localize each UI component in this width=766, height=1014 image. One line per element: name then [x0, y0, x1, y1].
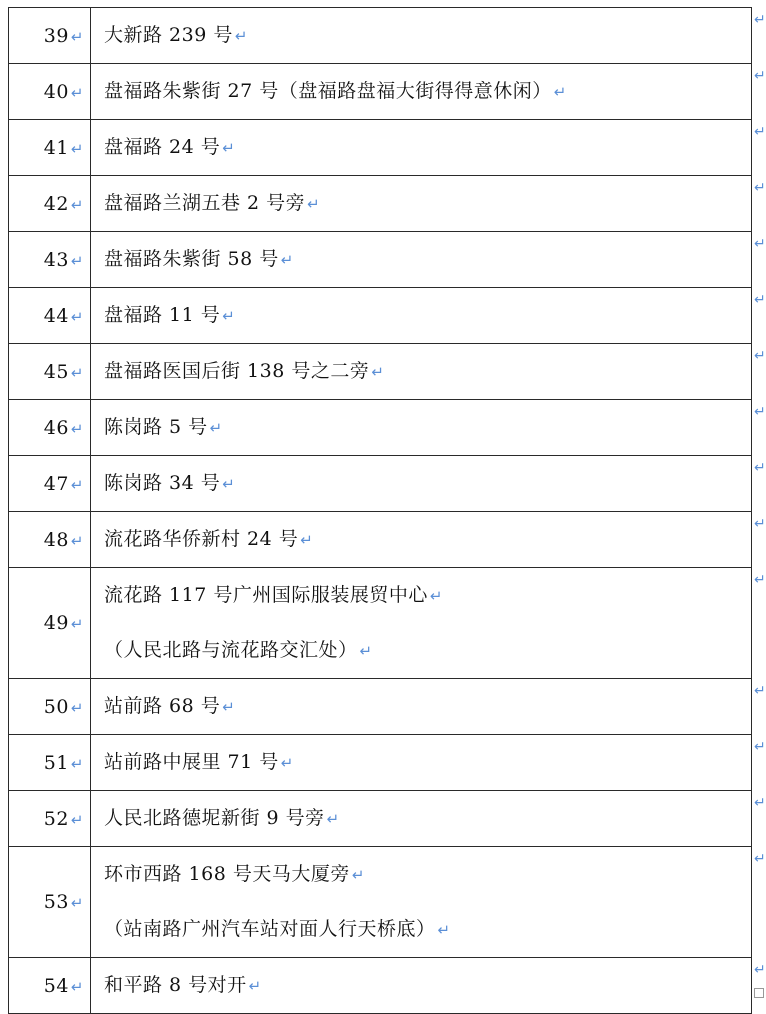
- paragraph-mark-icon: ↵: [371, 363, 385, 381]
- address-line: [104, 791, 751, 846]
- address-text: 站前路中展里 71 号: [104, 751, 279, 773]
- paragraph-mark-icon: ↵: [222, 698, 236, 716]
- address-line: [104, 847, 751, 902]
- row-end-mark-icon: ↵: [754, 347, 766, 364]
- row-number-cell: [9, 64, 91, 120]
- paragraph-mark-icon: ↵: [222, 475, 236, 493]
- address-cell: [91, 232, 752, 288]
- address-text: （人民北路与流花路交汇处）: [104, 639, 358, 661]
- paragraph-mark-icon: ↵: [222, 139, 236, 157]
- row-number-cell: [9, 679, 91, 735]
- row-number-cell: [9, 568, 91, 679]
- address-text: 盘福路兰湖五巷 2 号旁: [104, 192, 306, 214]
- address-line: [104, 64, 751, 119]
- row-end-mark-icon: ↵: [754, 515, 766, 532]
- paragraph-mark-icon: ↵: [222, 307, 236, 325]
- row-number-cell: [9, 456, 91, 512]
- row-number: 43: [43, 248, 69, 271]
- table-row: [9, 232, 752, 288]
- paragraph-mark-icon: ↵: [70, 475, 84, 494]
- address-text: 流花路华侨新村 24 号: [104, 528, 299, 550]
- paragraph-mark-icon: ↵: [351, 866, 365, 884]
- paragraph-mark-icon: ↵: [429, 587, 443, 605]
- address-text: 陈岗路 34 号: [104, 472, 221, 494]
- row-number: 52: [43, 807, 69, 830]
- paragraph-mark-icon: ↵: [70, 139, 84, 158]
- table-row: [9, 176, 752, 232]
- row-end-mark-icon: ↵: [754, 11, 766, 28]
- table-row: [9, 64, 752, 120]
- paragraph-mark-icon: ↵: [280, 754, 294, 772]
- address-text: 盘福路 11 号: [104, 304, 221, 326]
- address-cell: [91, 176, 752, 232]
- row-number-cell: [9, 232, 91, 288]
- row-number: 46: [43, 416, 69, 439]
- address-text: 盘福路朱紫街 27 号（盘福路盘福大街得得意休闲）: [104, 80, 552, 102]
- paragraph-mark-icon: ↵: [70, 615, 84, 633]
- address-line: [104, 288, 751, 343]
- row-number-cell: [9, 400, 91, 456]
- table-row: [9, 679, 752, 735]
- address-cell: [91, 735, 752, 791]
- paragraph-mark-icon: ↵: [280, 251, 294, 269]
- address-table-body: [9, 8, 752, 1014]
- address-cell: [91, 288, 752, 344]
- address-cell: [91, 791, 752, 847]
- paragraph-mark-icon: ↵: [234, 27, 248, 45]
- paragraph-mark-icon: ↵: [300, 531, 314, 549]
- row-number: 45: [43, 360, 69, 383]
- row-number-cell: [9, 288, 91, 344]
- table-row: [9, 8, 752, 64]
- table-row: [9, 568, 752, 679]
- paragraph-mark-icon: ↵: [307, 195, 321, 213]
- address-text: 盘福路 24 号: [104, 136, 221, 158]
- address-text: 大新路 239 号: [104, 24, 233, 46]
- address-line: [104, 456, 751, 511]
- row-end-mark-icon: ↵: [754, 682, 766, 699]
- row-number: 40: [43, 80, 69, 103]
- row-number: 54: [43, 974, 69, 997]
- paragraph-mark-icon: ↵: [326, 810, 340, 828]
- row-number: 47: [43, 472, 69, 495]
- address-cell: [91, 8, 752, 64]
- address-cell: [91, 64, 752, 120]
- address-text: 环市西路 168 号天马大厦旁: [104, 863, 350, 885]
- row-end-mark-icon: ↵: [754, 123, 766, 140]
- row-number: 51: [43, 751, 69, 774]
- row-number: 39: [43, 24, 69, 47]
- table-row: [9, 344, 752, 400]
- row-number-cell: [9, 512, 91, 568]
- row-number: 49: [43, 612, 69, 634]
- row-end-mark-icon: ↵: [754, 403, 766, 420]
- address-cell: [91, 344, 752, 400]
- paragraph-mark-icon: ↵: [70, 531, 84, 550]
- address-line: [104, 400, 751, 455]
- address-line: [104, 120, 751, 175]
- row-number-cell: [9, 344, 91, 400]
- address-text: 盘福路医国后街 138 号之二旁: [104, 360, 370, 382]
- paragraph-mark-icon: ↵: [70, 307, 84, 326]
- row-end-mark-icon: ↵: [754, 459, 766, 476]
- table-row: [9, 400, 752, 456]
- table-row: [9, 288, 752, 344]
- address-cell: [91, 958, 752, 1014]
- address-text: 流花路 117 号广州国际服装展贸中心: [104, 584, 428, 606]
- address-cell: [91, 679, 752, 735]
- address-text: 站前路 68 号: [104, 695, 221, 717]
- row-end-mark-icon: ↵: [754, 571, 766, 588]
- table-row: [9, 847, 752, 958]
- row-number: 48: [43, 528, 69, 551]
- row-end-mark-icon: ↵: [754, 794, 766, 811]
- paragraph-mark-icon: ↵: [70, 698, 84, 717]
- address-line: [104, 344, 751, 399]
- paragraph-mark-icon: ↵: [70, 195, 84, 214]
- paragraph-mark-icon: ↵: [70, 27, 84, 46]
- address-cell: [91, 400, 752, 456]
- row-number-cell: [9, 735, 91, 791]
- row-number-cell: [9, 791, 91, 847]
- paragraph-mark-icon: ↵: [70, 754, 84, 773]
- table-row: [9, 958, 752, 1014]
- row-number: 41: [43, 136, 69, 159]
- row-number: 44: [43, 304, 69, 327]
- table-row: [9, 791, 752, 847]
- row-end-mark-icon: ↵: [754, 850, 766, 867]
- address-line: [104, 8, 751, 63]
- paragraph-mark-icon: ↵: [70, 419, 84, 438]
- row-number-cell: [9, 958, 91, 1014]
- address-cell: [91, 120, 752, 176]
- row-end-mark-icon: ↵: [754, 961, 766, 978]
- address-line: [104, 512, 751, 567]
- row-number-cell: [9, 176, 91, 232]
- paragraph-mark-icon: ↵: [359, 642, 373, 660]
- address-text: 和平路 8 号对开: [104, 974, 247, 996]
- address-cell: [91, 512, 752, 568]
- address-text: 盘福路朱紫街 58 号: [104, 248, 279, 270]
- row-end-mark-icon: ↵: [754, 235, 766, 252]
- paragraph-mark-icon: ↵: [70, 894, 84, 912]
- paragraph-mark-icon: ↵: [437, 921, 451, 939]
- address-line: [104, 623, 751, 678]
- table-row: [9, 512, 752, 568]
- address-line: [104, 176, 751, 231]
- address-line: [104, 232, 751, 287]
- page-corner-mark: [754, 988, 764, 998]
- address-line: [104, 902, 751, 957]
- row-number-cell: [9, 120, 91, 176]
- row-number-cell: [9, 847, 91, 958]
- address-cell: [91, 568, 752, 679]
- address-text: （站南路广州汽车站对面人行天桥底）: [104, 918, 436, 940]
- address-cell: [91, 847, 752, 958]
- paragraph-mark-icon: ↵: [248, 977, 262, 995]
- address-table: [8, 7, 752, 1014]
- table-row: [9, 120, 752, 176]
- address-line: [104, 679, 751, 734]
- row-end-mark-icon: ↵: [754, 67, 766, 84]
- row-end-mark-icon: ↵: [754, 179, 766, 196]
- paragraph-mark-icon: ↵: [70, 251, 84, 270]
- row-number: 53: [43, 891, 69, 913]
- row-end-mark-icon: ↵: [754, 291, 766, 308]
- address-text: 人民北路德坭新街 9 号旁: [104, 807, 325, 829]
- row-number: 50: [43, 695, 69, 718]
- paragraph-mark-icon: ↵: [70, 977, 84, 996]
- paragraph-mark-icon: ↵: [209, 419, 223, 437]
- address-cell: [91, 456, 752, 512]
- address-line: [104, 958, 751, 1013]
- paragraph-mark-icon: ↵: [70, 83, 84, 102]
- row-number: 42: [43, 192, 69, 215]
- paragraph-mark-icon: ↵: [553, 83, 567, 101]
- row-number-cell: [9, 8, 91, 64]
- paragraph-mark-icon: ↵: [70, 363, 84, 382]
- row-end-mark-icon: ↵: [754, 738, 766, 755]
- address-line: [104, 568, 751, 623]
- table-row: [9, 735, 752, 791]
- table-row: [9, 456, 752, 512]
- address-line: [104, 735, 751, 790]
- paragraph-mark-icon: ↵: [70, 810, 84, 829]
- address-text: 陈岗路 5 号: [104, 416, 208, 438]
